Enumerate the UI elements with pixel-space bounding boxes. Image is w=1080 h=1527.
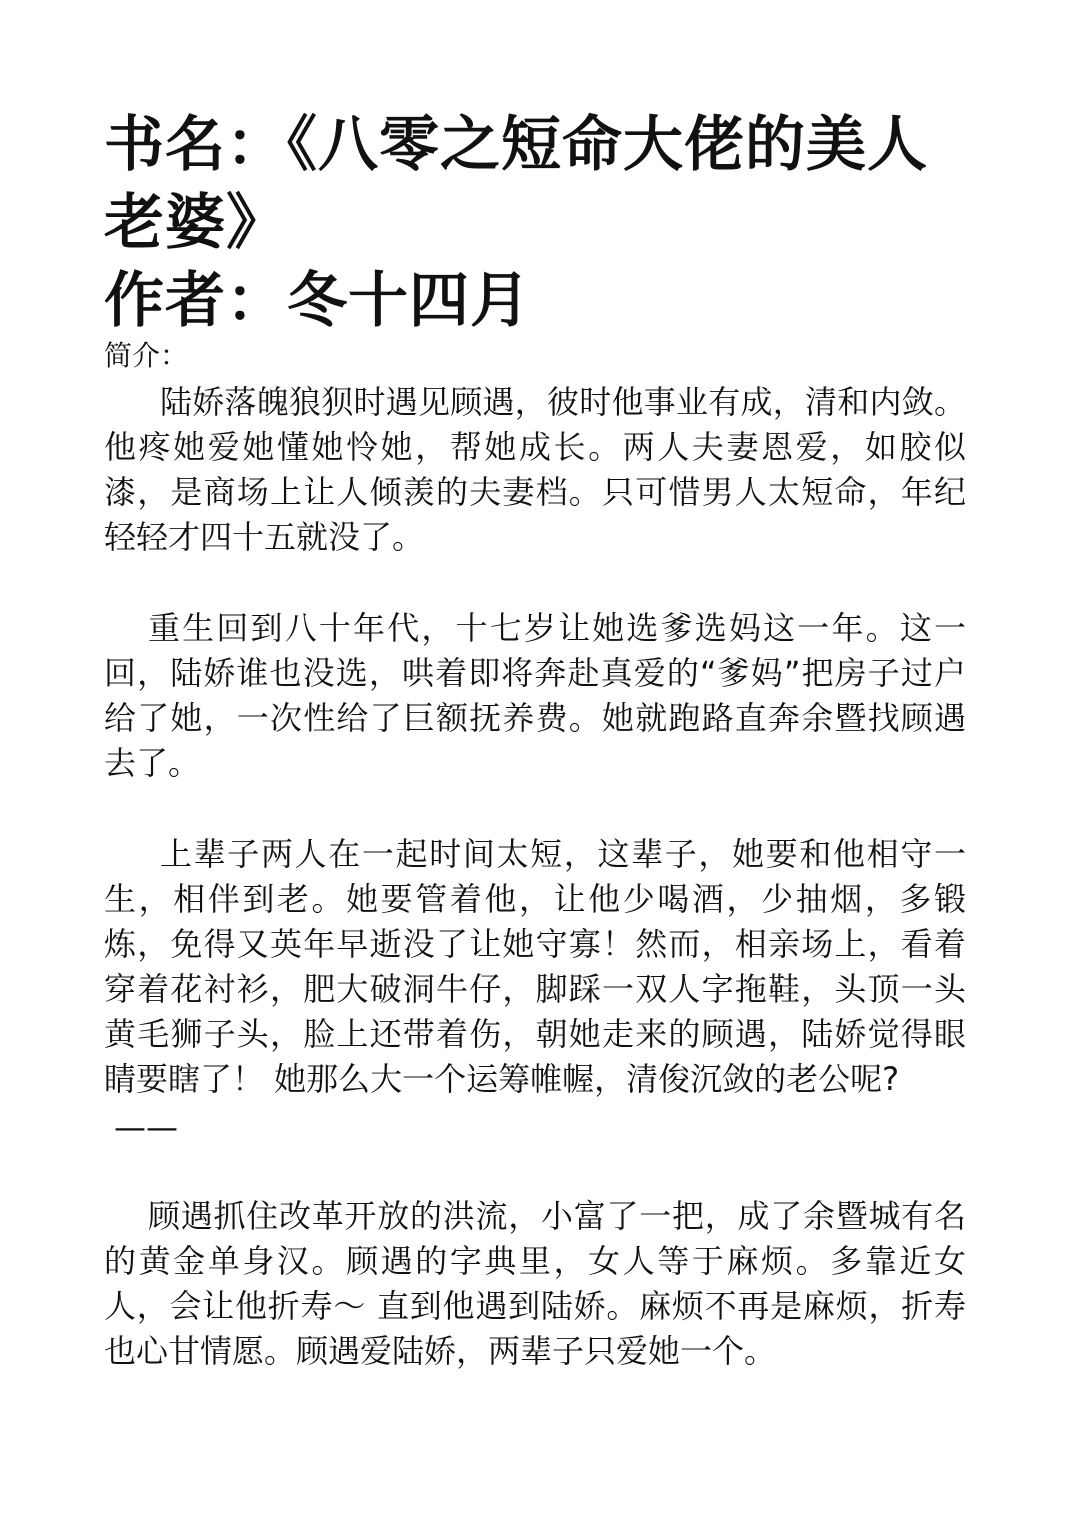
intro-paragraph-2: 重生回到八十年代，十七岁让她选爹选妈这一年。这一回，陆娇谁也没选，哄着即将奔赴真爱的“爹妈”把房子过户给了她，一次性给了巨额抚养费。她就跑路直奔余暨找顾遇去了。 [104, 609, 966, 782]
intro-paragraph-3: 上辈子两人在一起时间太短，这辈子，她要和他相守一生，相伴到老。她要管着他，让他少喝酒，少抽烟，多锻炼，免得又英年早逝没了让她守寡！然而，相亲场上，看着穿着花衬衫，肥大破洞牛仔，脚踩一双人字拖鞋，头顶一头黄毛狮子头，脸上还带着伤，朝她走来的顾遇，陆娇觉得眼睛要瞎了！ 她那么大一个运筹帷幄，清俊沉敛的老公呢? [104, 835, 966, 1098]
intro-paragraph-4: 顾遇抓住改革开放的洪流，小富了一把，成了余暨城有名的黄金单身汉。顾遇的字典里，女人等于麻烦。多靠近女人，会让他折寿～ 直到他遇到陆娇。麻烦不再是麻烦，折寿也心甘情愿。顾遇爱陆娇，两辈子只爱她一个。 [104, 1197, 966, 1370]
intro-paragraph-1: 陆娇落魄狼狈时遇见顾遇，彼时他事业有成，清和内敛。他疼她爱她懂她怜她，帮她成长。两人夫妻恩爱，如胶似漆，是商场上让人倾羡的夫妻档。只可惜男人太短命，年纪轻轻才四十五就没了。 [104, 383, 966, 556]
author-line: 作者：冬十四月 [104, 266, 531, 336]
title-block [104, 106, 984, 340]
book-title: 书名：《八零之短命大佬的美人老婆》 [104, 110, 928, 258]
section-divider: —— [114, 1108, 178, 1146]
intro-label: 简介： [104, 339, 189, 372]
